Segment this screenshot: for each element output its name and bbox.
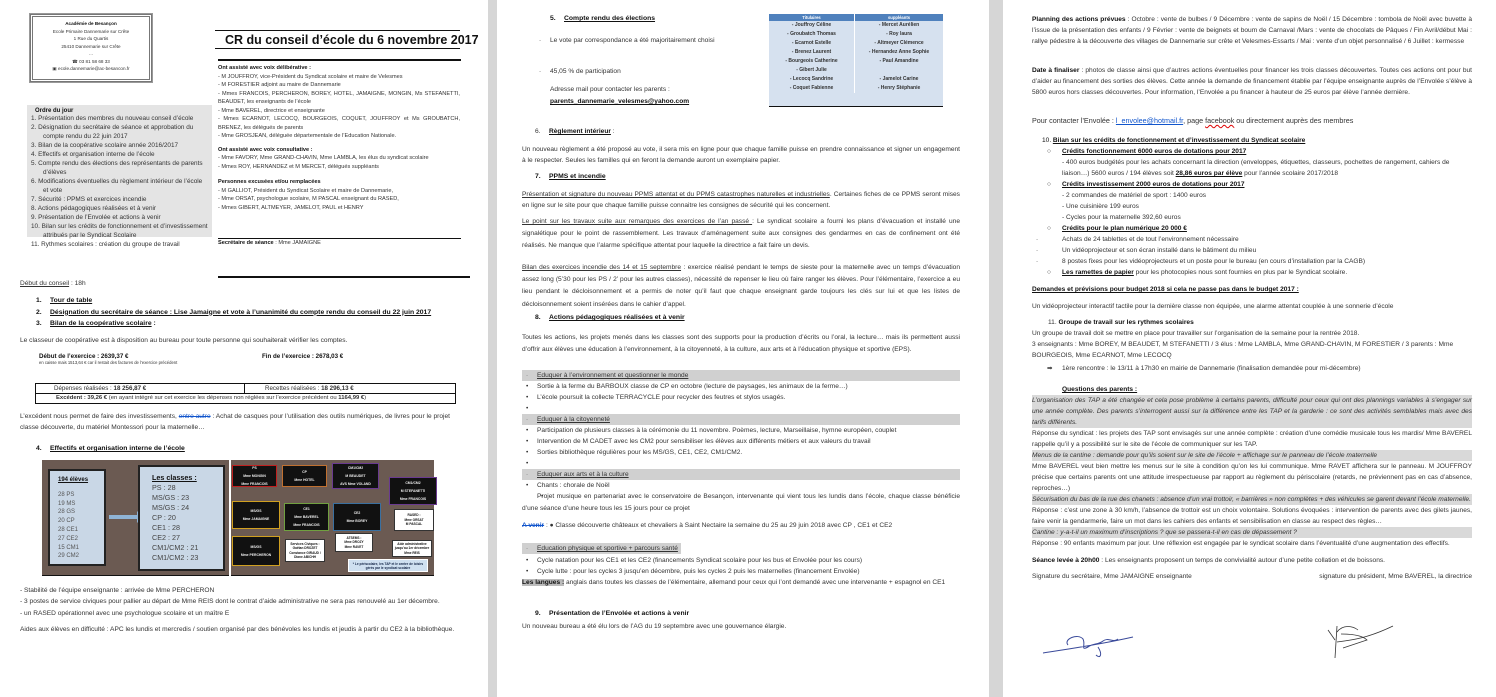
- consult-heading: Ont assisté avec voix consultative :: [218, 146, 313, 153]
- class-card: [284, 503, 329, 531]
- credit-item: - Achats de 24 tablettes et de tout l’environnement nécessaire: [1032, 234, 1472, 245]
- section-number: 9.: [535, 610, 541, 617]
- excedent-row: [36, 394, 455, 403]
- elu-name: - Groubatch Thomas: [787, 31, 836, 37]
- ramettes-text: pour les photocopies nous sont fournies en plus par le Syndicat scolaire.: [1133, 269, 1348, 276]
- circle-bullet-icon: ○: [1047, 148, 1051, 155]
- agenda-item: 2. Désignation du secrétaire de séance et approbation du compte rendu du 22 juin 2017: [31, 124, 194, 140]
- action-item: • Sorties bibliothèque régulières pour les MS/GS, CE1, CE2, CM1/CM2.: [522, 447, 960, 458]
- card-text: Mme BAVEREL: [294, 514, 319, 519]
- travaux-rest: : Le syndicat scolaire a fourni les plans d’évacuation et installé une signalétique pour le point de rassemblement. Les travaux d’aménagement suite aux consignes des gendarmes en cas de confinement ont été réalisés. Ne manque que l’alarme spécifique attentat pour laquelle la directrice a fait faire un devis.: [522, 218, 960, 249]
- debut-label: Début du conseil: [20, 280, 70, 287]
- card-text: PS: [252, 465, 257, 470]
- contact-envolee: [1032, 116, 1353, 125]
- card-text: CM1/CM2: [405, 480, 421, 485]
- credits-section: [1032, 135, 1472, 582]
- divider: [215, 30, 460, 31]
- effectif-line: 28 GS: [58, 509, 76, 516]
- card-text: Mme FRANCOIS: [241, 481, 268, 486]
- ramettes-label: Les ramettes de papier: [1062, 269, 1134, 276]
- per-eleve: 28,86 euros par élève: [1175, 170, 1243, 177]
- planning-label: Planning des actions prévues: [1032, 16, 1126, 23]
- excedent-paragraph: [20, 411, 460, 433]
- classeur-text: Le classeur de coopérative est à disposition au bureau pour toute personne qui souhaiterait vérifier les comptes.: [20, 337, 348, 344]
- card-text: AVS Mme VOLAND: [340, 481, 371, 486]
- section-title: Actions pédagogiques réalisées et à venir: [549, 314, 685, 321]
- page-3: [1003, 0, 1496, 697]
- fax-icon: ▣: [52, 66, 59, 71]
- section-6-heading: [535, 126, 615, 137]
- effectifs-notes: [20, 585, 470, 636]
- parent-question: L’organisation des TAP a été changée et cela pose problème à certains parents, difficulté pour ceux qui ont des plannings variables à s’engager sur une année complète. Des parents s’interrogent aussi sur la différence entre les TAP et la garderie : ce sont des activités semblables mais avec des tarifs différents.: [1032, 397, 1472, 426]
- agenda-item: 11. Rythmes scolaires : création du groupe de travail: [31, 241, 180, 248]
- credit-item: - Une cuisinière 199 euros: [1062, 203, 1139, 210]
- recettes-cell: [245, 384, 354, 393]
- date-label: Date à finaliser: [1032, 67, 1080, 74]
- action-item: • Participation de plusieurs classes à la cérémonie du 11 novembre. Poèmes, lecture, Marseillaise, hymne européen, couplet: [522, 425, 960, 436]
- effectif-line: 28 CE1: [58, 526, 79, 533]
- action-item: • L’école poursuit la collecte TERRACYCLE pour recycler des feutres et stylos usagés.: [522, 392, 960, 403]
- section-number: 8.: [535, 314, 541, 321]
- staff-card: [394, 509, 434, 531]
- school-city: 25410 Dannemarie sur Crête: [61, 43, 121, 49]
- class-line: CE1 : 28: [152, 523, 180, 532]
- credits-fonct-text: [1032, 157, 1472, 179]
- attendee-line: - Mme BAVEREL, directrice et enseignante: [218, 107, 325, 114]
- elu-name: - Gibert Julie: [796, 67, 827, 73]
- date-finaliser: [1032, 65, 1472, 98]
- text: Pour contacter l’Envolée :: [1032, 116, 1116, 125]
- president-signature: [1323, 622, 1403, 662]
- questions-list: [1032, 395, 1472, 549]
- section-suffix: :: [610, 128, 615, 135]
- card-text: Constance GIRAUD / Diane ABICHH: [289, 550, 321, 559]
- debut-value: : 18h: [69, 280, 86, 287]
- class-card: [232, 536, 280, 566]
- card-text: Mme FRANCOIS: [399, 496, 427, 501]
- agenda-item: 10. Bilan sur les crédits de fonctionnement et d’investissement attribués par le Syndicat Scolaire: [31, 223, 208, 239]
- section-number: 7.: [535, 173, 541, 180]
- a-venir-label: A venir: [522, 522, 545, 529]
- planning: [1032, 14, 1472, 47]
- text: L’excédent nous permet de faire des investissements,: [20, 413, 179, 420]
- facebook-text: facebook: [1205, 116, 1235, 125]
- effectif-line: 20 CP: [58, 518, 75, 525]
- section-title: Compte rendu des élections: [564, 15, 656, 22]
- class-line: CP : 20: [152, 513, 176, 522]
- section-title: Effectifs et organisation interne de l’école: [50, 445, 185, 452]
- action-item: • Sortie à la ferme du BARBOUX classe de CP en octobre (lecture de paysages, les animaux de la ferme…): [522, 381, 960, 392]
- point-title: Bilan de la coopérative scolaire: [50, 320, 152, 327]
- card-text: M BEAUDET: [345, 473, 366, 478]
- agenda-item: 9. Présentation de l’Envolée et actions à venir: [31, 214, 161, 221]
- answer: Réponse : c’est une zone à 30 km/h, l’absence de trottoir est un choix volontaire. Solutions évoquées : intervention de parents avec des gilets jaunes, faire venir la gendarmerie, faire un mot dans les cahiers des enfants et sensibilisation en classe au respect des règles…: [1032, 507, 1472, 525]
- langues-text: anglais dans toutes les classes de l’élémentaire, allemand pour ceux qui l’ont demandé avec une intervenante + espagnol en CE1: [564, 579, 946, 587]
- action-item: • Cycle natation pour les CE1 et les CE2 (financements Syndicat scolaire pour les bus et Envolée pour les cours): [522, 555, 960, 566]
- text: - 400 euros budgétés pour les achats concernant la direction (enveloppes, étiquettes, classeurs, pochettes de rangement, cahiers de liaison…) 5600 euros / 194 élèves soit: [1062, 159, 1450, 177]
- parent-question: Sécurisation du bas de la rue des chanets : absence d’un vrai trottoir, « barrières » non complètes + des véhicules se garent devant l’école maternelle.: [1032, 496, 1471, 503]
- section-number: 6.: [535, 128, 541, 135]
- groupe-text: 3 enseignants : Mme BOREY, M BEAUDET, M STEFANETTI / 3 élus : Mme LAMBLA, Mme GRAND-CHAVIN, M FORESTIER / 3 parents : Mme BOURGEOIS, Mme ECARNOT, Mme LECOCQ: [1032, 341, 1454, 359]
- date-text: : photos de classe ainsi que d’autres actions éventuelles pour financer les trois classes découvertes. Toutes ces actions ont pour but d’aider au financement des sorties des élèves. Cette année la demande de financement établie par l’équipe enseignante auprès de l’Envolée s’élève à 5800 euros hors classes découvertes. Pour information, l’Envolée a pu financer à hauteur de 25 euros par élève l’année dernière.: [1032, 67, 1472, 96]
- note-line: - Stabilité de l’équipe enseignante : arrivée de Mme PERCHERON: [20, 587, 215, 594]
- langues-label: Les langues :: [522, 579, 565, 587]
- section-5-heading: [550, 15, 655, 22]
- card-text: Mme DROZY: [344, 540, 364, 545]
- school-header-box: [30, 14, 152, 82]
- point-number: 3.: [36, 320, 42, 327]
- parent-question: Cantine : y-a-t-il un maximum d’inscriptions ? que se passera-t-il en cas de dépassement ?: [1032, 527, 1472, 538]
- attendee-line: - Mme FAVORY, Mme GRAND-CHAVIN, Mme LAMBLA, les élus du syndicat scolaire: [218, 155, 429, 161]
- demandes-title: Demandes et prévisions pour budget 2018 si cela ne passe pas dans le budget 2017 :: [1032, 286, 1299, 293]
- card-text: M PASCAL: [405, 522, 423, 527]
- credit-item: - 8 postes fixes pour les vidéoprojecteurs et un poste pour le bureau (en cours d’installation par la CAGB): [1032, 256, 1472, 267]
- effectif-line: 27 CE2: [58, 535, 79, 542]
- participation-text: - 45,05 % de participation: [535, 66, 1027, 77]
- section-number: 10.: [1042, 137, 1052, 144]
- classes-box: [138, 465, 225, 571]
- card-text: Mme RAVET: [344, 544, 364, 549]
- elu-name: - Jamelot Carine: [879, 76, 919, 82]
- agenda-item: 1. Présentation des membres du nouveau conseil d’école: [31, 115, 194, 122]
- text: ou directement auprès des membres: [1234, 116, 1354, 125]
- category-title: Eduquer à l’environnement et questionner le monde: [537, 372, 689, 379]
- travaux-text: [522, 216, 960, 252]
- agenda-item: 6. Modifications éventuelles du règlement intérieur de l’école et vote: [31, 178, 203, 194]
- elu-name: - Altmeyer Clémence: [874, 40, 924, 46]
- ppms-rest: . Certaines fiches de ce PPMS seront mises en ligne sur le site pour que chaque famille puisse connaitre les consignes de sécurité qui les concernent.: [522, 191, 960, 210]
- depenses-cell: [36, 384, 245, 393]
- elu-name: - Bourgeois Catherine: [785, 58, 838, 64]
- attendee-line: - Mmes FRANCOIS, PERCHERON, BOREY, HOTEL, JAMAIGNE, MONGIN, Ms STEFANETTI, BEAUDET, les enseignants de l’école: [218, 90, 460, 105]
- effectif-line: 28 PS: [58, 491, 75, 498]
- suppleants-list: [855, 21, 943, 93]
- card-text: Mme ORSAT: [404, 517, 424, 522]
- action-item: • Intervention de M CADET avec les CM2 pour sensibiliser les élèves aux différents métiers et aux valeurs du travail: [522, 436, 960, 447]
- credit-title: Crédits pour le plan numérique 20 000 €: [1062, 225, 1187, 232]
- bilan-incendie-text: [522, 262, 960, 311]
- credit-item: - 2 commandes de matériel de sport : 1400 euros: [1062, 192, 1207, 199]
- delib-heading: Ont assisté avec voix délibérative :: [218, 65, 311, 71]
- questions-title: Questions des parents :: [1062, 386, 1138, 393]
- point-number: 1.: [36, 297, 42, 304]
- vote-text: - Le vote par correspondance a été majoritairement choisi: [535, 35, 1027, 46]
- credit-title: Crédits fonctionnement 6000 euros de dotations pour 2017: [1062, 148, 1247, 155]
- aides-text: Aides aux élèves en difficulté : APC les lundis et mercredis / soutien organisé par des bénévoles les lundis et jeudis à partir du CE2 à la bibliothèque.: [20, 626, 455, 634]
- category-title: Eduquer aux arts et à la culture: [537, 471, 629, 478]
- attendee-line: - Mme GROSJEAN, déléguée départementale de l’Education Nationale.: [218, 133, 397, 139]
- col-suppleants: suppléants: [887, 15, 911, 20]
- action-item: • Cycle lutte : pour les cycles 3 jusqu’en décembre, puis les cycles 2 puis les maternelles (financement Envolée): [522, 566, 960, 577]
- section-4-heading: [36, 445, 185, 452]
- card-text: ATSEMS :: [346, 535, 362, 540]
- excedent-end: ): [364, 394, 367, 401]
- elu-name: - Jouffroy Céline: [791, 22, 832, 28]
- bureau-text: Un nouveau bureau a été élu lors de l’AG du 19 septembre avec une gouvernance élargie.: [522, 623, 787, 630]
- elu-name: - Coquet Fabienne: [789, 85, 834, 91]
- arrow-bullet-icon: ➡: [1047, 365, 1053, 372]
- answer: Réponse du syndicat : les projets des TAP sont envisagés sur une année complète : création d’une comédie musicale tous les mardis/ Mme BAVEREL rappelle qu’il y a possibilité sur le site de l’école de communiquer sur les TAP.: [1032, 430, 1472, 448]
- excused-line: - Mme ORSAT, psychologue scolaire, M PASCAL enseignant du RASED,: [218, 196, 399, 202]
- adresse-label: Adresse mail pour contacter les parents :: [550, 86, 670, 93]
- excused-line: - Mmes GIBERT, ALTMEYER, JAMELOT, PAUL et HENRY: [218, 204, 364, 211]
- class-card: [282, 465, 327, 487]
- class-card: [389, 477, 437, 505]
- staff-card: [285, 539, 325, 562]
- card-text: Services Civiques :: [290, 541, 320, 546]
- groupe-text: Un groupe de travail doit se mettre en place pour travailler sur l’organisation de la semaine pour la rentrée 2018.: [1032, 330, 1360, 337]
- section-title: Règlement intérieur: [549, 128, 611, 135]
- class-card: [232, 501, 280, 529]
- excedent-value: 1164,99 €: [338, 394, 365, 401]
- divider: [218, 59, 461, 61]
- phone-icon: ☎: [72, 58, 80, 64]
- note-line: - 3 postes de service civiques pour pallier au départ de Mme REIS dont le contrat d’aide administrative ne sera pas renouvelé au 1er décembre.: [20, 598, 440, 606]
- agenda-item: 5. Compte rendu des élections des représentants de parents d’élèves: [31, 160, 203, 176]
- card-text: M STEFANETTI: [400, 488, 426, 493]
- exercice-debut-label: Début de l’exercice : 2639,37 €: [39, 353, 129, 360]
- periscolaire-note: * Le périscolaire, les TAP et le centre de loisirs gérés par le syndicat scolaire: [348, 559, 428, 572]
- exercice-debut: [39, 353, 177, 365]
- class-card: [333, 503, 381, 531]
- elu-name: - Roy laura: [886, 31, 912, 37]
- effectifs-box: [48, 469, 106, 566]
- card-text: Mme FRANCOIS: [293, 522, 320, 527]
- attendee-line: - M FORESTIER adjoint au maire de Dannemarie: [218, 82, 341, 88]
- elu-name: - Henry Stéphanie: [877, 85, 921, 91]
- envolee-email-link[interactable]: l_envolee@hotmail.fr: [1115, 116, 1184, 125]
- circle-bullet-icon: ○: [1047, 225, 1051, 232]
- bilan-underlined: Bilan des exercices incendie des 14 et 15 septembre: [522, 264, 682, 271]
- secretaire-signature: [1038, 625, 1138, 660]
- point-number: 2.: [36, 308, 42, 316]
- rencontre-text: 1ère rencontre : le 13/11 à 17h30 en mairie de Dannemarie (finalisation demandée pour mi-décembre): [1062, 365, 1361, 372]
- card-text: CM1/CM2: [347, 465, 364, 470]
- signature-president-label: signature du président, Mme BAVEREL, la directrice: [1319, 573, 1472, 580]
- a-venir-text: : ● Classe découverte châteaux et chevaliers à Saint Nectaire la semaine du 25 au 29 juin 2018 avec CP , CE1 et CE2: [544, 522, 893, 529]
- depenses-value: 18 256,87 €: [113, 385, 147, 392]
- section-number: 5.: [550, 15, 556, 22]
- card-text: RASED :: [407, 513, 421, 518]
- elu-name: [855, 66, 943, 75]
- elu-name: - Lecocq Sandrine: [789, 76, 834, 82]
- circle-bullet-icon: ○: [1047, 269, 1051, 276]
- section-number: 11.: [1048, 319, 1057, 326]
- planning-text: : Octobre : vente de bulbes / 9 Décembre : vente de sapins de Noël / 15 Décembre : tombola de Noël avec buvette à l’issue de la présentation des enfants / 9 Février : vente de beignets et boum de Carnaval /Mars : vente de chocolats de Pâques / Fin Avril/début Mai : rallye pédestre à la découverte des villages de Dannemarie sur crête et Velesmes-Essarts / Mai : vente d’un objet personnalisé / 6 Juillet : kermesse: [1032, 16, 1472, 45]
- page-2: [497, 0, 989, 697]
- card-text: Mme MONGIN: [243, 473, 266, 478]
- recettes-label: Recettes réalisées :: [265, 385, 322, 392]
- agenda-item: 3. Bilan de la coopérative scolaire année 2016/2017: [31, 142, 179, 149]
- class-line: CM1/CM2 : 21: [152, 543, 199, 552]
- depenses-label: Dépenses réalisées :: [54, 385, 114, 392]
- attendee-line: - Mmes ROY, HERNANDEZ et M MERCET, délégués suppléants: [218, 163, 379, 170]
- text: entre autre: [178, 413, 211, 420]
- section-7-heading: [535, 173, 606, 180]
- exercice-debut-note: en caisse mais 1513,64 € car il restait des factures de l’exercice précédent: [39, 360, 178, 365]
- card-text: Mme PERCHERON: [240, 552, 272, 557]
- attendee-line: - M JOUFFROY, vice-Président du Syndicat scolaire et maire de Velesmes: [218, 73, 403, 80]
- school-email: ecole.dannemarie@ac-besancon.fr: [58, 66, 130, 71]
- secretaire-label: Secrétaire de séance: [218, 240, 274, 246]
- credit-item: - Un vidéoprojecteur et son écran installé dans le bâtiment du milieu: [1032, 245, 1472, 256]
- academie: Académie de Besançon: [65, 21, 117, 26]
- school-street: 1 Rue du Quartis: [73, 36, 109, 41]
- action-item: • Projet musique en partenariat avec le conservatoire de Besançon, intervenante qui vient tous les lundis dans l’école, chaque classe bénéficie d’une séance d’une heure tous les 15 jours pour ce projet: [522, 491, 960, 515]
- answer: Réponse : 90 enfants maximum par jour. Une réflexion est engagée par le syndicat scolaire dans l’éventualité d’une augmentation des effectifs.: [1032, 540, 1450, 547]
- seance-label: Séance levée à 20h00: [1032, 557, 1100, 564]
- agenda-box: [27, 105, 212, 248]
- effectifs-title: 194 élèves: [58, 477, 89, 483]
- staff-card: [335, 533, 373, 552]
- page-1: [0, 0, 488, 697]
- point-title: Tour de table: [50, 297, 93, 304]
- elu-name: - Mercet Aurélien: [878, 22, 920, 28]
- bilan-rest: : exercice réalisé pendant le temps de sieste pour la maternelle avec un temps d’évacuation assez long (5’30 pour les PS / 2’ pour les autres classes), nécessité de repenser le lieu où faire ranger les élèves. Pour l’élémentaire, l’exercice a eu lieu pendant le décloisonnement et a permis de noter qu’il faut que chaque enseignant garde toujours les clés sur lui et que les listes de décloisonnement soient insérées dans le cahier d’appel.: [522, 264, 960, 308]
- arrow-icon: [109, 515, 137, 519]
- actions-intro: Toutes les actions, les projets menés dans les classes sont des supports pour la production d’écrits ou l’oral, la lecture… mais ils permettent aussi d’offrir aux élèves une éducation à l’environnement, à la citoyenneté, à la culture, aux arts et à l’éducation physique et sportive (EPS).: [522, 334, 960, 353]
- coop-table: [35, 383, 456, 404]
- exercice-fin: Fin de l’exercice : 2678,03 €: [262, 353, 344, 360]
- school-phone: 03 81 58 68 33: [79, 58, 110, 64]
- staff-card: [392, 540, 432, 557]
- class-line: PS : 28: [152, 483, 176, 492]
- divider: [218, 276, 470, 278]
- class-line: MS/GS : 23: [152, 493, 190, 502]
- card-text: Mme BOREY: [346, 518, 368, 523]
- travaux-underlined: Le point sur les travaux suite aux remarques des exercices de l’an passé: [522, 218, 753, 225]
- classes-title: Les classes :: [152, 473, 197, 482]
- section-title: Bilan sur les crédits de fonctionnement et d’investissement du Syndicat scolaire: [1052, 137, 1306, 144]
- a-venir: [522, 520, 960, 531]
- reglement-text: Un nouveau règlement a été proposé au vote, il sera mis en ligne pour que chaque famille puisse en prendre connaissance et signer un engagement à le respecter. Seules les familles qui en feront la demande auront un exemplaire papier.: [522, 146, 960, 165]
- seance-text: : Les enseignants proposent un temps de convivialité autour d’une petite collation et de boissons.: [1099, 557, 1386, 564]
- excedent-text: (en ayant intégré sur cet exercice les dépenses non réglées sur l’exercice précédent ou: [107, 394, 339, 401]
- section-9-heading: [535, 610, 689, 617]
- class-line: MS/GS : 24: [152, 503, 190, 512]
- section-title: Groupe de travail sur les rythmes scolaires: [1058, 319, 1194, 326]
- elu-name: - Paul Amandine: [879, 58, 919, 64]
- elu-name: - Ecarnot Estelle: [791, 40, 832, 46]
- empty-bullet: [522, 458, 960, 469]
- demandes-text: Un vidéoprojecteur interactif tactile pour la dernière classe non équipée, une alarme attentat couplée à une sonnerie d’école: [1032, 303, 1394, 310]
- points-list: 1. Tour de table 2. Désignation du secrétaire de séance : Lise Jamaigne et vote à l’unanimité du compte rendu du conseil du 22 juin 2017 3. Bilan de la coopérative scolaire :: [36, 295, 431, 330]
- answer: Mme BAVEREL veut bien mettre les menus sur le site à condition qu’on les lui communique. Mme RAVET affichera sur le panneau. M JOUFFROY précise que certains parents ont une attitude irrespectueuse par rapport au règlement du périscolaire (retards, ne préviennent pas en cas d’absence, reproches…): [1032, 463, 1472, 492]
- agenda-heading: Ordre du jour: [35, 108, 74, 114]
- elu-name: - Brenez Laurent: [791, 49, 832, 55]
- card-text: MS/GS: [250, 544, 262, 549]
- card-text: MS/GS: [250, 508, 262, 513]
- category-title: Eduquer à la citoyenneté: [537, 416, 610, 423]
- divider: [218, 238, 461, 239]
- effectif-line: 15 CM1: [58, 544, 80, 551]
- card-text: Mme HOTEL: [294, 477, 315, 482]
- card-text: CP: [302, 469, 307, 474]
- section-8-heading: [535, 314, 685, 321]
- langues: [522, 577, 960, 588]
- effectifs-image: [42, 460, 434, 576]
- excused-line: - M GALLIOT, Président du Syndicat Scolaire et maire de Dannemarie,: [218, 187, 394, 194]
- credit-item: - Cycles pour la maternelle 392,60 euros: [1062, 214, 1181, 221]
- ppms-text: [522, 189, 960, 211]
- category-title: Education physique et sportive + parcours santé: [537, 545, 678, 553]
- class-line: CE2 : 27: [152, 533, 180, 542]
- class-line: CM1/CM2 : 23: [152, 553, 199, 562]
- secretaire: [218, 240, 321, 246]
- class-card: [232, 465, 277, 487]
- class-card: [332, 463, 379, 489]
- attendees: [218, 64, 460, 212]
- actions-list: [522, 370, 960, 588]
- header-dots: ...: [89, 51, 93, 56]
- divider: [229, 460, 231, 576]
- page-title: CR du conseil d’école du 6 novembre 2017: [225, 33, 479, 47]
- recettes-value: 18 296,13 €: [321, 385, 354, 392]
- empty-bullet: [522, 403, 960, 414]
- debut-conseil: [20, 278, 86, 289]
- circle-bullet-icon: ○: [1047, 181, 1051, 188]
- parents-email-link[interactable]: parents_dannemarie_velesmes@yahoo.com: [550, 98, 690, 105]
- elu-name: - Hernandez Anne Sophie: [868, 49, 930, 55]
- excuses-heading: Personnes excusées et/ou remplacées: [218, 179, 321, 185]
- secretaire-value: : Mme JAMAIGNE: [273, 240, 321, 246]
- action-item: • Chants : chorale de Noël: [522, 480, 960, 491]
- agenda-item: 4. Effectifs et organisation interne de l’école: [31, 151, 155, 158]
- elus-table: [769, 14, 943, 107]
- card-text: Mme JAMAIGNE: [242, 516, 270, 521]
- card-text: CE2: [353, 510, 361, 515]
- school-name: Ecole Primaire Dannemarie sur Crête: [52, 28, 130, 34]
- divider: [215, 48, 460, 49]
- ppms-underlined: Présentation et signature du nouveau PPMS attentat et du PPMS catastrophes naturelles et industrielles: [522, 191, 830, 198]
- section-title: PPMS et incendie: [549, 173, 606, 180]
- agenda-item: 7. Sécurité : PPMS et exercices incendie: [31, 196, 147, 203]
- text: pour l’année scolaire 2017/2018: [1242, 170, 1339, 177]
- agenda-item: 8. Actions pédagogiques réalisées et à venir: [31, 205, 157, 212]
- col-titulaires: Titulaires: [769, 14, 855, 21]
- text: : Achat de casques pour l’utilisation des outils numériques, de livres pour le projet classe découverte, du matériel Montessori pour la maternelle…: [20, 413, 450, 432]
- attendee-line: - Mmes ECARNOT, LECOCQ, BOURGEOIS, COQUET, JOUFFROY et Ms GROUBATCH, BRENEZ, les délégués de parents: [218, 116, 460, 131]
- card-text: Mme REIS: [404, 550, 420, 555]
- note-line: - un RASED opérationnel avec une psychologue scolaire et un maître E: [20, 609, 230, 617]
- signature-secretaire-label: Signature du secrétaire, Mme JAMAIGNE enseignante: [1032, 573, 1192, 580]
- card-text: CE1: [303, 506, 310, 511]
- section-title: Présentation de l’Envolée et actions à venir: [549, 610, 690, 617]
- effectif-line: 29 CM2: [58, 553, 80, 560]
- text: , page: [1183, 116, 1206, 125]
- parent-question: Menus de la cantine : demande pour qu’ils soient sur le site de l’école + affichage sur le panneau de l’école maternelle: [1032, 450, 1472, 461]
- effectif-line: 19 MS: [58, 500, 76, 507]
- card-text: Aide administrative jusqu'au 1er décembre: [394, 541, 430, 551]
- section-number: 4.: [36, 445, 42, 452]
- credit-title: Crédits investissement 2000 euros de dotations pour 2017: [1062, 181, 1245, 188]
- titulaires-list: [769, 21, 855, 93]
- point-title: Désignation du secrétaire de séance : Lise Jamaigne et vote à l’unanimité du compte rendu du conseil du 22 juin 2017: [50, 308, 432, 316]
- excedent-label: Excédent : 39,26 €: [56, 394, 108, 401]
- card-text: Gaëtan DROZET: [292, 546, 318, 550]
